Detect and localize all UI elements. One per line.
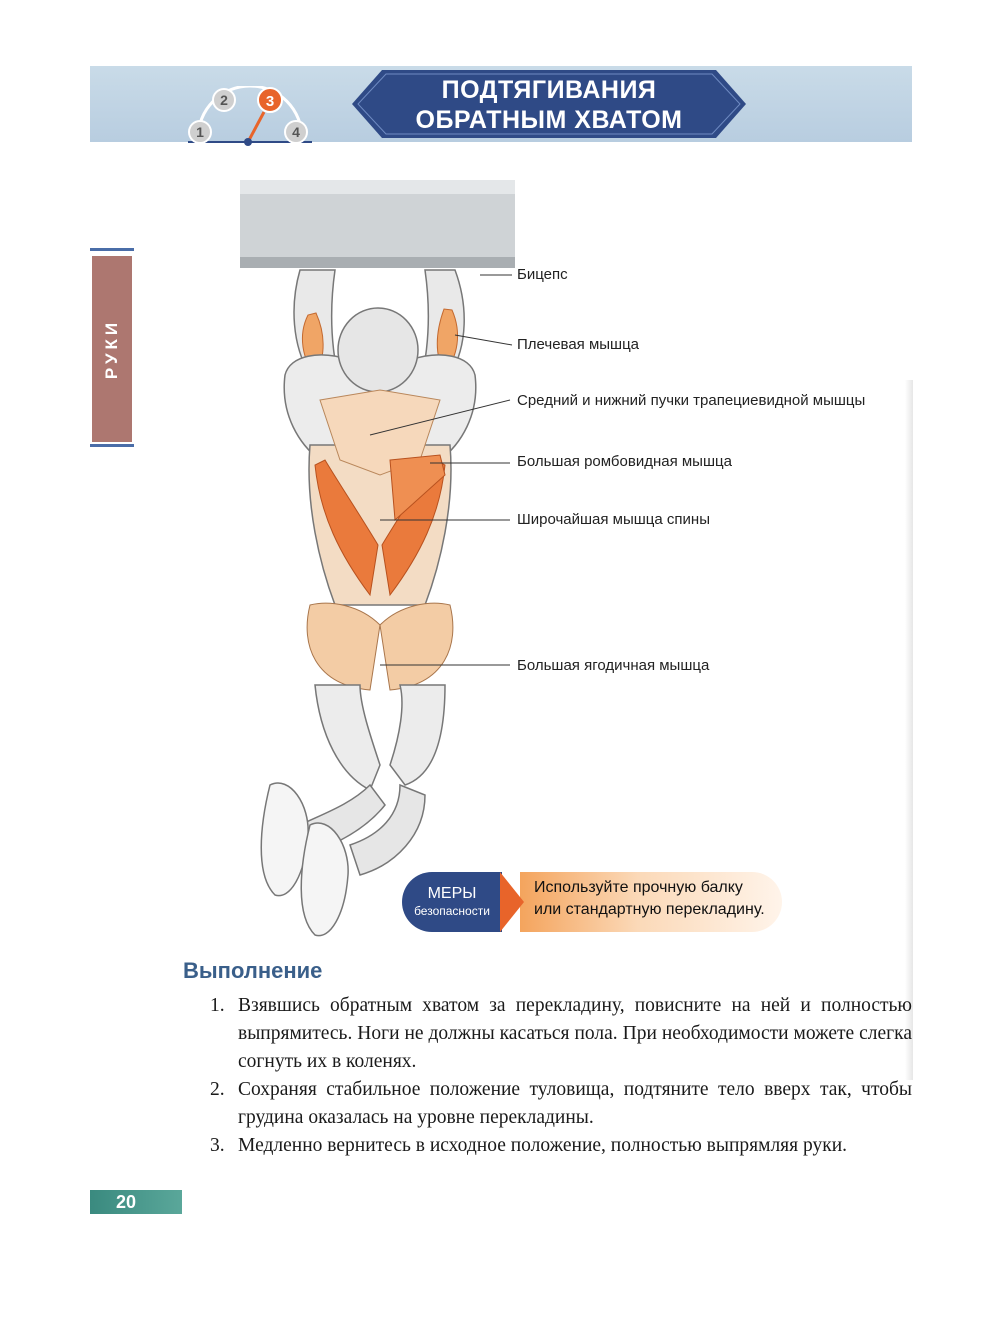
level-1-label: 1 <box>196 124 204 140</box>
label-brachialis: Плечевая мышца <box>517 336 640 353</box>
title-line-2: ОБРАТНЫМ ХВАТОМ <box>415 106 683 134</box>
step-item <box>200 1076 912 1132</box>
safety-text-line-1: Используйте прочную балку <box>534 879 743 896</box>
shoe-right <box>301 823 348 936</box>
label-rhomboid: Большая ромбовидная мышца <box>517 453 732 470</box>
section-heading: Выполнение <box>183 958 323 983</box>
step-number: 2. <box>210 1079 225 1100</box>
label-gluteus: Большая ягодичная мышца <box>517 657 710 674</box>
side-tab-top-line <box>90 248 134 251</box>
step-item <box>200 1132 912 1160</box>
section-tab-label: РУКИ <box>102 318 122 380</box>
level-2-label: 2 <box>220 92 228 108</box>
anatomy-illustration <box>230 175 930 955</box>
level-3-label: 3 <box>265 93 275 110</box>
label-latissimus: Широчайшая мышца спины <box>517 511 710 528</box>
step-text: Взявшись обратным хватом за перекладину, повисните на ней и полностью выпрямитесь. Ноги не должны касаться пола. При необходимости можете слегка согнуть их в коленях. <box>238 995 912 1072</box>
page-title <box>352 72 746 138</box>
step-text: Медленно вернитесь в исходное положение, полностью выпрямляя руки. <box>238 1135 848 1156</box>
safety-badge-title: МЕРЫ <box>427 885 477 902</box>
safety-arrow-icon <box>500 872 524 932</box>
page-number: 20 <box>90 1190 182 1214</box>
step-item <box>200 992 912 1076</box>
label-trapezius: Средний и нижний пучки трапециевидной мышцы <box>517 392 866 409</box>
difficulty-gauge <box>180 86 320 148</box>
label-biceps: Бицепс <box>517 266 568 283</box>
steps-list <box>200 992 912 1160</box>
safety-badge-subtitle: безопасности <box>414 904 490 918</box>
title-line-1: ПОДТЯГИВАНИЯ <box>441 76 657 104</box>
level-4-label: 4 <box>292 124 300 140</box>
safety-note <box>534 877 784 921</box>
step-number: 3. <box>210 1135 225 1156</box>
step-number: 1. <box>210 995 225 1016</box>
safety-text-line-2: или стандартную перекладину. <box>534 901 765 918</box>
side-tab-bottom-line <box>90 444 134 447</box>
safety-badge <box>402 872 502 932</box>
step-text: Сохраняя стабильное положение туловища, подтяните тело вверх так, чтобы грудина оказалась на уровне перекладины. <box>238 1079 912 1128</box>
